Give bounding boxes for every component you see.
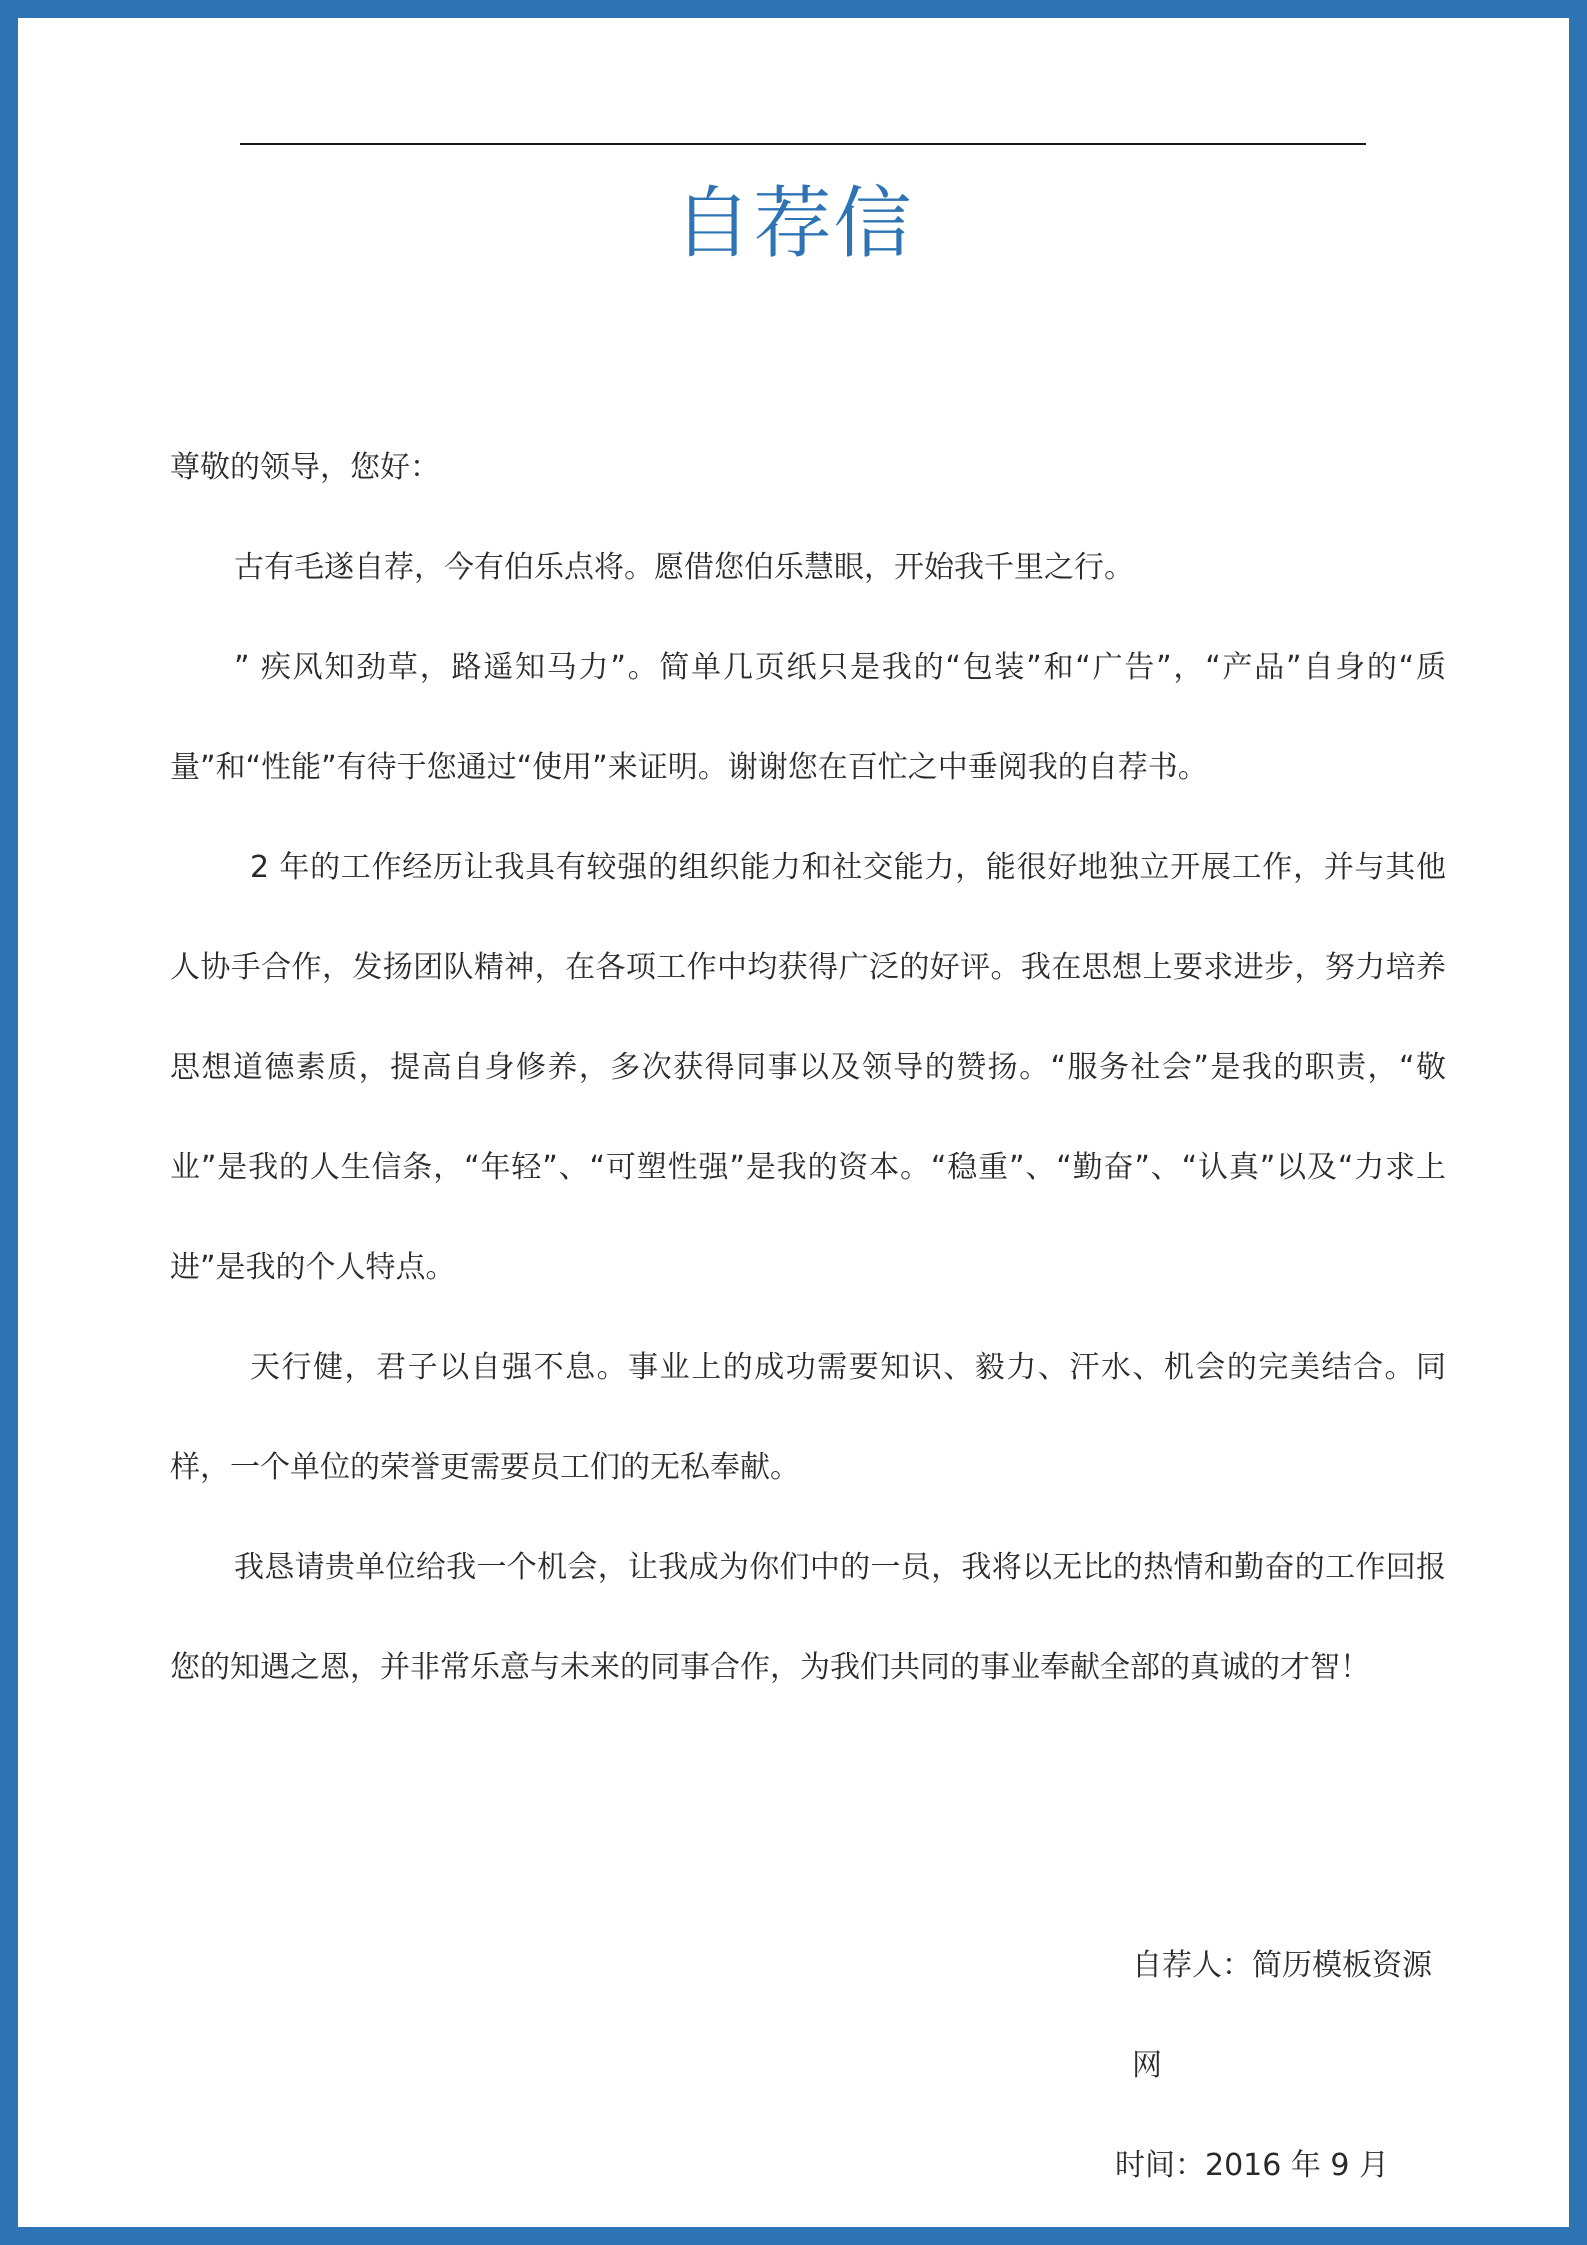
date-line: 时间：2016 年 9 月 [1115, 2148, 1390, 2183]
paragraph-2: ” 疾风知劲草，路遥知马力”。简单几页纸只是我的“包装”和“广告”，“产品”自身的“质量”和“性能”有待于您通过“使用”来证明。谢谢您在百忙之中垂阅我的自荐书。 [170, 650, 1446, 785]
letter-title: 自荐信 [673, 179, 914, 269]
salutation: 尊敬的领导，您好： [170, 450, 440, 485]
letter-body [170, 418, 1446, 1718]
header-rule [240, 143, 1366, 145]
paragraph-1: 古有毛遂自荐，今有伯乐点将。愿借您伯乐慧眼，开始我千里之行。 [234, 550, 1134, 585]
paragraph-5: 我恳请贵单位给我一个机会，让我成为你们中的一员，我将以无比的热情和勤奋的工作回报您的知遇之恩，并非常乐意与未来的同事合作，为我们共同的事业奉献全部的真诚的才智！ [170, 1550, 1446, 1685]
paragraph-3: 2 年的工作经历让我具有较强的组织能力和社交能力，能很好地独立开展工作，并与其他人协手合作，发扬团队精神，在各项工作中均获得广泛的好评。我在思想上要求进步，努力培养思想道德素质，提高自身修养，多次获得同事以及领导的赞扬。“服务社会”是我的职责，“敬业”是我的人生信条，“年轻”、“可塑性强”是我的资本。“稳重”、“勤奋”、“认真”以及“力求上进”是我的个人特点。 [170, 850, 1446, 1285]
paragraph-4: 天行健，君子以自强不息。事业上的成功需要知识、毅力、汗水、机会的完美结合。同样，一个单位的荣誉更需要员工们的无私奉献。 [170, 1350, 1446, 1485]
signer-line: 自荐人：简历模板资源网 [1132, 1948, 1432, 2083]
